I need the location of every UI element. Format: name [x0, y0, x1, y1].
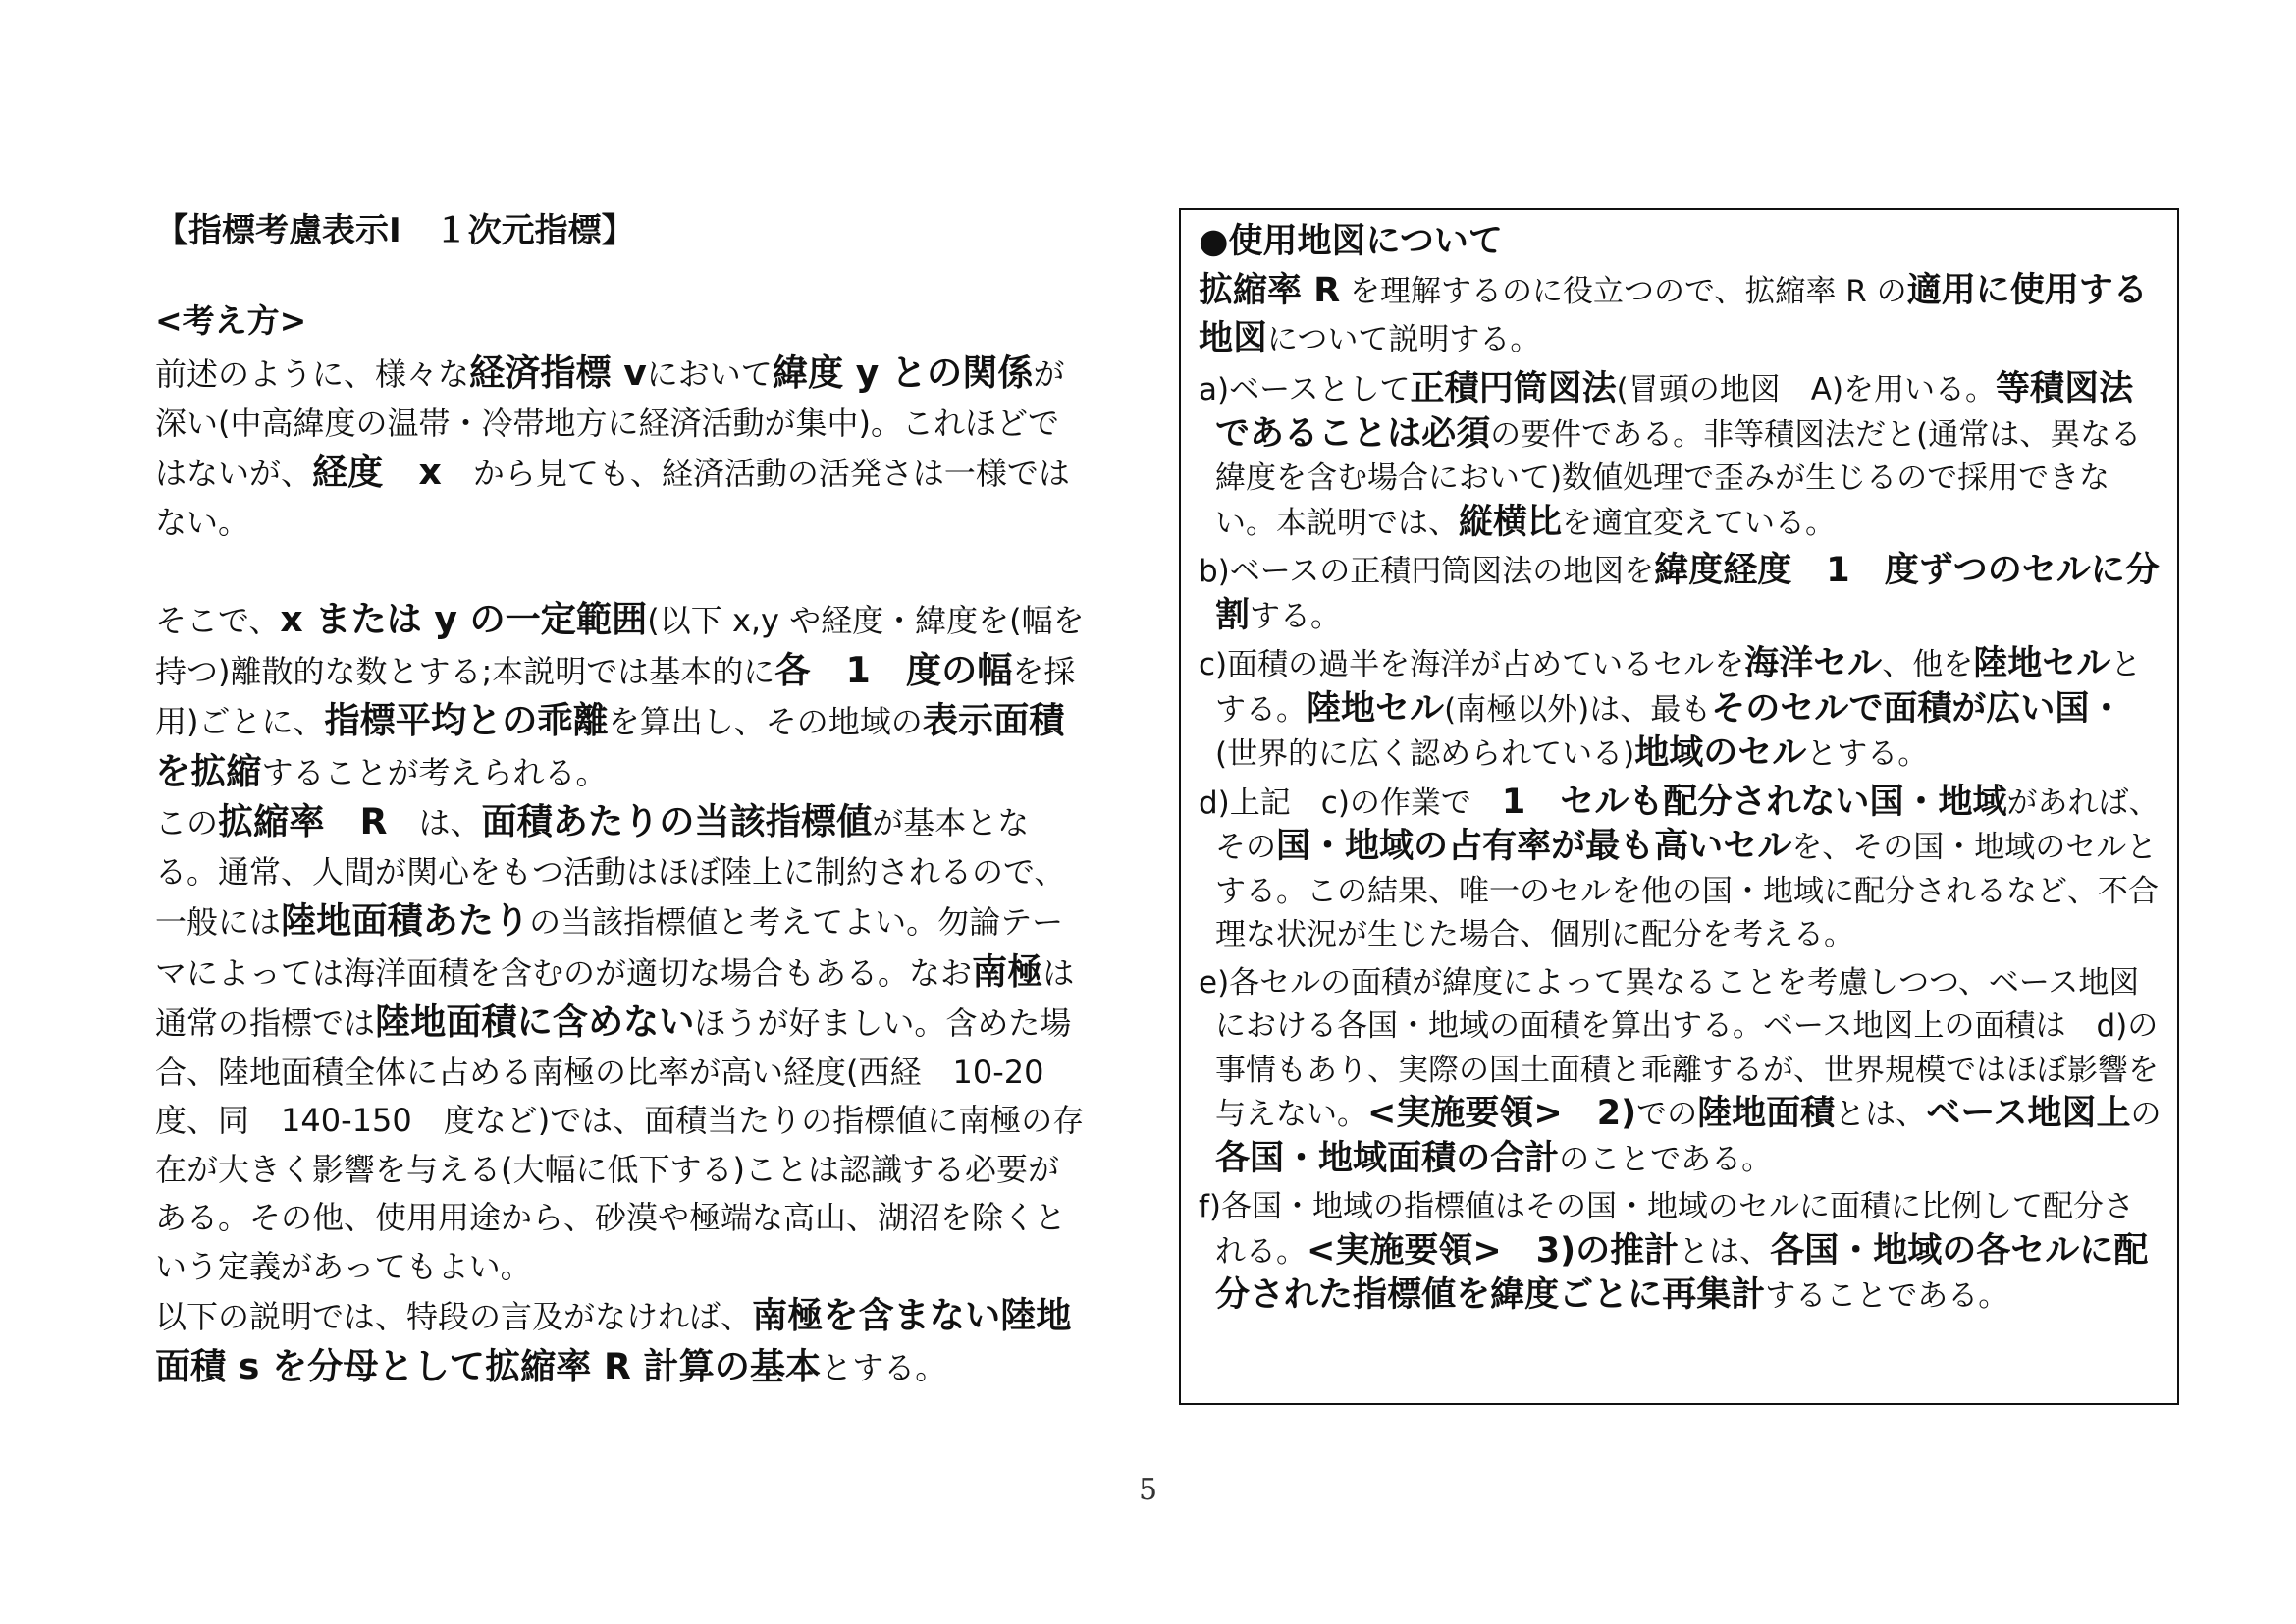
body-text: することである。 [1765, 1278, 2009, 1314]
item-label: b) [1199, 554, 1230, 589]
body-text: する。 [1250, 598, 1342, 634]
paragraph-4 [155, 1291, 1088, 1392]
emphasis-text: 表示面積を拡縮 [155, 699, 1065, 792]
emphasis-text: 陸地セル [1973, 643, 2111, 683]
item-label: c) [1199, 647, 1228, 682]
body-text: を採用)ごとに、 [155, 652, 1076, 740]
body-text: 前述のように、様々な [155, 355, 470, 393]
box-item [1199, 367, 2163, 545]
emphasis-text: 陸地セル [1307, 687, 1445, 729]
emphasis-text: 等積図法であることは必須 [1215, 368, 2134, 454]
map-info-box [1179, 208, 2179, 1405]
body-text: について説明する。 [1267, 322, 1541, 357]
body-text: の要件である。非等積図法だと(通常は、異なる緯度を含む場合において)数値処理で歪みが生じるので採用できない。本説明では、 [1215, 416, 2142, 541]
body-text: ほうが好ましい。含めた場合、陸地面積全体に占める南極の比率が高い経度(西経 10-20 度、同 140-150 度など)では、面積当たりの指標値に南極の存在が大きく影響を与える(大幅に低下する)ことは認識する必要がある。その他、使用用途から、砂漠や極端な高山、湖沼を除くという定義があってもよい。 [155, 1004, 1085, 1285]
box-title: ●使用地図について [1199, 222, 1503, 261]
body-text: とは、 [1835, 1097, 1927, 1132]
body-text: とする。 [821, 1348, 947, 1386]
box-item [1199, 549, 2163, 638]
body-text: この [155, 804, 219, 841]
body-text: とする。 [1215, 647, 2142, 728]
emphasis-text: <実施要領> 3)の推計 [1307, 1229, 1680, 1271]
box-item [1199, 961, 2163, 1182]
body-text: 、他を [1882, 647, 1974, 682]
emphasis-text: ベース地図上 [1926, 1093, 2131, 1133]
paragraph-1 [155, 349, 1088, 547]
body-text: の [2130, 1097, 2162, 1132]
body-text: そこで、 [155, 602, 281, 639]
body-text: (南極以外)は、最も [1444, 691, 1712, 728]
body-text: は、 [387, 804, 482, 841]
body-text: (世界的に広く認められている) [1215, 736, 1635, 772]
body-text: 以下の説明では、特段の言及がなければ、 [155, 1298, 753, 1335]
emphasis-text: 拡縮率 R [1199, 270, 1341, 310]
body-text: を適宜変えている。 [1562, 505, 1837, 541]
emphasis-text: 緯度経度 1 度ずつのセルに分割 [1215, 550, 2160, 635]
emphasis-text: そのセルで面積が広い国・ [1711, 687, 2124, 729]
body-text: 各セルの面積が緯度によって異なることを考慮しつつ、ベース地図における各国・地域の面積を算出する。ベース地図上の面積は d)の事情もあり、実際の国土面積と乖離するが、世界規模ではほぼ影響を与えない。 [1215, 964, 2159, 1132]
emphasis-text: 陸地面積に含めない [375, 1001, 695, 1043]
emphasis-text: 海洋セル [1744, 643, 1883, 683]
paragraph-3 [155, 797, 1088, 1291]
paragraph-2 [155, 595, 1088, 797]
item-label: d) [1199, 785, 1230, 821]
body-text: を理解するのに役立つので、拡縮率 R の [1340, 274, 1907, 309]
emphasis-text: 適用に使用する地図 [1199, 270, 2148, 358]
emphasis-text: 各国・地域面積の合計 [1215, 1137, 1560, 1178]
page-number: 5 [1138, 1473, 1158, 1507]
emphasis-text: 1 セルも配分されない国・地域 [1501, 781, 2007, 822]
emphasis-text: 緯度 y との関係 [772, 352, 1034, 394]
emphasis-text: 面積あたりの当該指標値 [481, 800, 873, 842]
left-column [155, 201, 1088, 1392]
body-text: のことである。 [1559, 1141, 1773, 1177]
item-label: a) [1199, 372, 1230, 407]
emphasis-text: 指標平均との乖離 [324, 699, 609, 741]
body-text: ベースの正積円筒図法の地図を [1229, 554, 1655, 589]
body-text: 上記 c)の作業で [1229, 785, 1502, 821]
box-item [1199, 781, 2163, 957]
section-heading: 【指標考慮表示Ⅰ １次元指標】 [155, 211, 635, 250]
body-text: から見ても、経済活動の活発さは一様ではない。 [155, 455, 1070, 541]
paragraph-gap [155, 547, 1088, 595]
body-text: は通常の指標では [155, 953, 1075, 1042]
body-text: を算出し、その地域の [608, 703, 923, 740]
emphasis-text: 経度 x [312, 451, 442, 493]
emphasis-text: 縦横比 [1459, 501, 1563, 542]
emphasis-text: 各 1 度の幅 [774, 648, 1013, 691]
emphasis-text: 陸地面積あたり [281, 899, 530, 942]
body-text: での [1636, 1097, 1698, 1132]
box-item [1199, 642, 2163, 777]
emphasis-text: 国・地域の占有率が最も高いセル [1276, 826, 1792, 866]
body-text: が基本となる。通常、人間が関心をもつ活動はほぼ陸上に制約されるので、一般には [155, 804, 1066, 941]
emphasis-text: x または y の一定範囲 [280, 598, 648, 640]
body-text: することが考えられる。 [261, 753, 608, 791]
body-text: (以下 x,y や経度・緯度を(幅を持つ)離散的な数とする;本説明では基本的に [155, 602, 1085, 690]
item-label: f) [1199, 1189, 1222, 1224]
emphasis-text: 拡縮率 R [218, 800, 388, 842]
body-text: を、その国・地域のセルとする。この結果、唯一のセルを他の国・地域に配分されるなど、不合理な状況が生じた場合、個別に配分を考える。 [1215, 830, 2159, 952]
body-text: とする。 [1806, 736, 1929, 772]
body-text: とは、 [1679, 1233, 1771, 1270]
emphasis-text: 南極 [972, 949, 1043, 993]
body-text: において [646, 355, 773, 393]
body-text: が深い(中高緯度の温帯・冷帯地方に経済活動が集中)。これほどではないが、 [155, 355, 1065, 492]
body-text: (冒頭の地図 A)を用いる。 [1616, 372, 1997, 407]
emphasis-text: 南極を含まない陸地面積 s を分母として拡縮率 R 計算の基本 [155, 1294, 1072, 1387]
body-text: があれば、その [1215, 785, 2160, 865]
emphasis-text: 地域のセル [1634, 732, 1807, 773]
emphasis-text: 各国・地域の各セルに配分された指標値を緯度ごとに再集計 [1215, 1229, 2149, 1315]
box-intro [1199, 267, 2163, 363]
emphasis-text: 経済指標 v [469, 352, 647, 394]
box-item-list [1199, 367, 2163, 1319]
body-text: 各国・地域の指標値はその国・地域のセルに面積に比例して配分される。 [1215, 1189, 2135, 1270]
emphasis-text: 正積円筒図法 [1410, 368, 1617, 408]
body-text: ベースとして [1229, 372, 1411, 407]
body-text: 面積の過半を海洋が占めているセルを [1227, 647, 1745, 682]
subsection-heading: <考え方> [155, 301, 307, 340]
box-item [1199, 1185, 2163, 1319]
item-label: e) [1199, 964, 1230, 1001]
body-text: の当該指標値と考えてよい。勿論テーマによっては海洋面積を含むのが適切な場合もある。なお [155, 903, 1064, 992]
emphasis-text: 陸地面積 [1697, 1093, 1836, 1133]
emphasis-text: <実施要領> 2) [1367, 1093, 1637, 1133]
